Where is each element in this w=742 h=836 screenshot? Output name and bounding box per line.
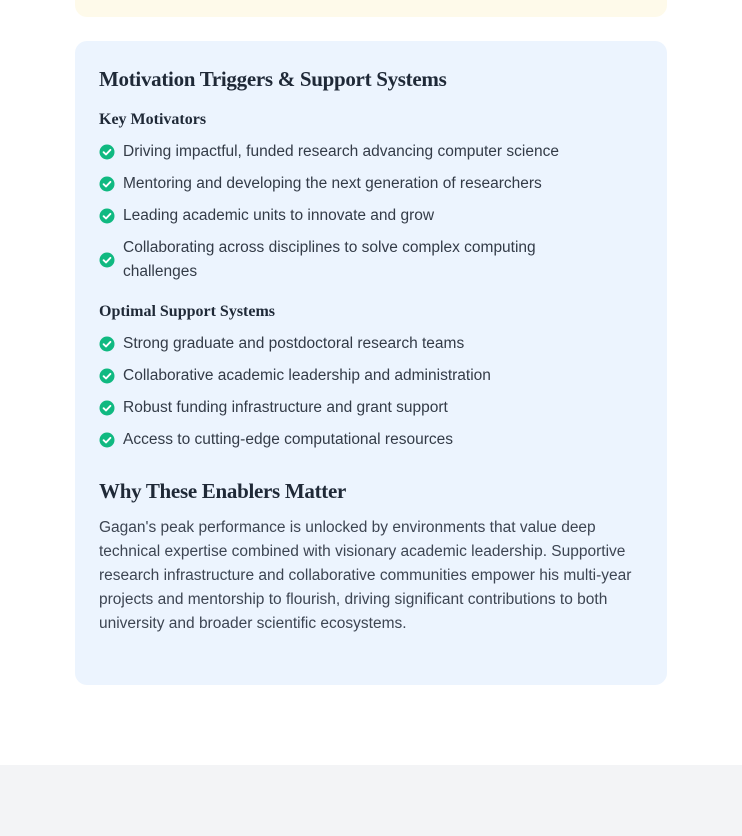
support-systems-list xyxy=(99,332,619,452)
list-item-text: Strong graduate and postdoctoral research teams xyxy=(123,335,465,352)
check-circle-icon xyxy=(99,432,115,448)
key-motivators-heading: Key Motivators xyxy=(99,111,207,128)
list-item-text: Access to cutting-edge computational resources xyxy=(123,431,453,448)
check-circle-icon xyxy=(99,368,115,384)
list-item-text: Collaborative academic leadership and administration xyxy=(123,367,491,384)
support-systems-heading: Optimal Support Systems xyxy=(99,303,276,320)
list-item-text: Collaborating across disciplines to solve complex computing challenges xyxy=(123,239,536,280)
check-circle-icon xyxy=(99,252,115,268)
list-item xyxy=(99,140,619,164)
list-item-text: Mentoring and developing the next generation of researchers xyxy=(123,175,542,192)
why-heading: Why These Enablers Matter xyxy=(99,479,347,503)
list-item xyxy=(99,364,619,388)
check-circle-icon xyxy=(99,144,115,160)
list-item-text: Leading academic units to innovate and grow xyxy=(123,207,435,224)
motivation-title: Motivation Triggers & Support Systems xyxy=(99,67,447,91)
previous-section-card xyxy=(75,0,667,17)
list-item xyxy=(99,396,619,420)
list-item xyxy=(99,236,619,284)
check-circle-icon xyxy=(99,336,115,352)
check-circle-icon xyxy=(99,176,115,192)
list-item xyxy=(99,428,619,452)
footer xyxy=(0,765,742,836)
list-item xyxy=(99,332,619,356)
list-item xyxy=(99,204,619,228)
check-circle-icon xyxy=(99,208,115,224)
list-item-text: Driving impactful, funded research advancing computer science xyxy=(123,143,559,160)
list-item xyxy=(99,172,619,196)
motivation-card xyxy=(75,41,667,685)
why-paragraph: Gagan's peak performance is unlocked by environments that value deep technical expertise combined with visionary academic leadership. Supportive research infrastructure and collaborative communities empower his multi-year projects and mentorship to flourish, driving significant contributions to both university and broader scientific ecosystems. xyxy=(99,519,632,632)
key-motivators-list xyxy=(99,140,619,284)
check-circle-icon xyxy=(99,400,115,416)
list-item-text: Robust funding infrastructure and grant support xyxy=(123,399,448,416)
